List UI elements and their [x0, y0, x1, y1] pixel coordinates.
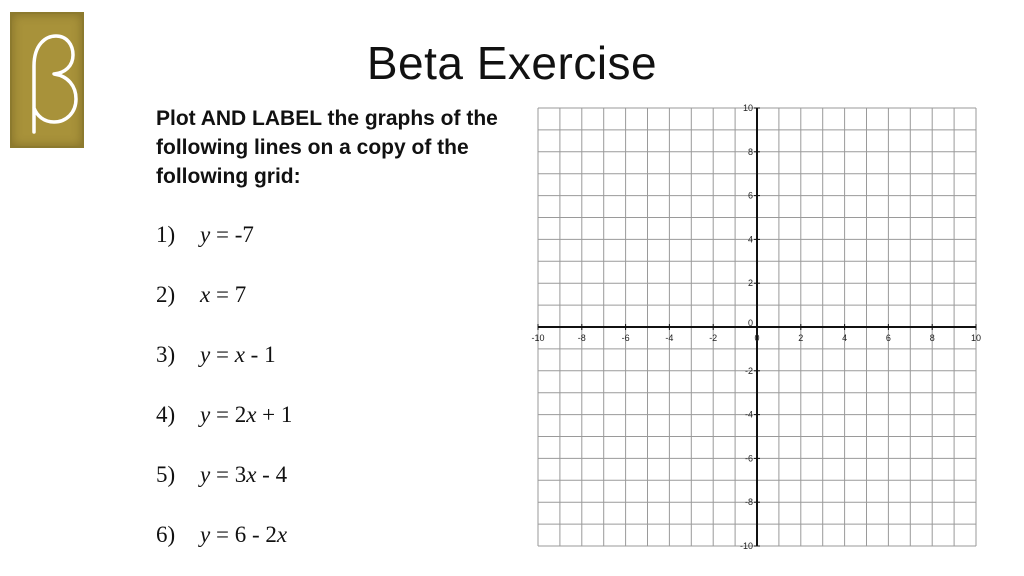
y-tick-label: -2 — [744, 365, 753, 376]
problem-equation: y = 2x + 1 — [200, 402, 293, 427]
problem-number: 3) — [156, 342, 176, 367]
instructions-text: Plot AND LABEL the graphs of the following lines on a copy of the following grid: — [156, 107, 498, 188]
x-tick-label: 10 — [970, 333, 982, 343]
problem-equation: y = x - 1 — [200, 342, 276, 367]
problem-item — [156, 342, 276, 368]
y-tick-label: 6 — [747, 190, 753, 201]
problem-number: 1) — [156, 222, 176, 247]
y-tick-label: -6 — [744, 453, 753, 464]
coordinate-grid — [528, 100, 988, 558]
problem-item — [156, 402, 292, 428]
problem-item — [156, 282, 246, 308]
x-tick-label: 8 — [929, 333, 935, 343]
y-tick-label: -4 — [744, 409, 753, 420]
y-tick-label: -10 — [739, 541, 753, 551]
x-tick-label: -8 — [577, 333, 586, 343]
y-tick-label: -8 — [744, 497, 753, 508]
page-title: Beta Exercise — [366, 37, 658, 89]
x-tick-label: 0 — [754, 333, 760, 343]
problem-number: 6) — [156, 522, 176, 547]
x-tick-label: 6 — [885, 333, 891, 343]
problem-item — [156, 462, 287, 488]
x-tick-label: -4 — [665, 333, 674, 343]
problem-item — [156, 522, 287, 548]
x-tick-label: -6 — [621, 333, 630, 343]
x-tick-label: 4 — [842, 333, 848, 343]
problem-number: 4) — [156, 402, 176, 427]
problem-equation: y = 6 - 2x — [200, 522, 288, 547]
problem-equation: x = 7 — [200, 282, 247, 307]
problem-equation: y = 3x - 4 — [200, 462, 288, 487]
x-tick-label: 2 — [798, 333, 804, 343]
problem-number: 5) — [156, 462, 176, 487]
problem-equation: y = -7 — [200, 222, 254, 247]
x-tick-label: -10 — [531, 333, 545, 343]
y-tick-label: 2 — [747, 278, 753, 289]
y-tick-label: 8 — [747, 146, 753, 157]
problem-item — [156, 222, 254, 248]
y-tick-label: 4 — [747, 234, 753, 245]
problem-number: 2) — [156, 282, 176, 307]
y-tick-label: 0 — [747, 318, 753, 328]
y-tick-label: 10 — [742, 103, 753, 113]
x-tick-label: -2 — [709, 333, 718, 343]
